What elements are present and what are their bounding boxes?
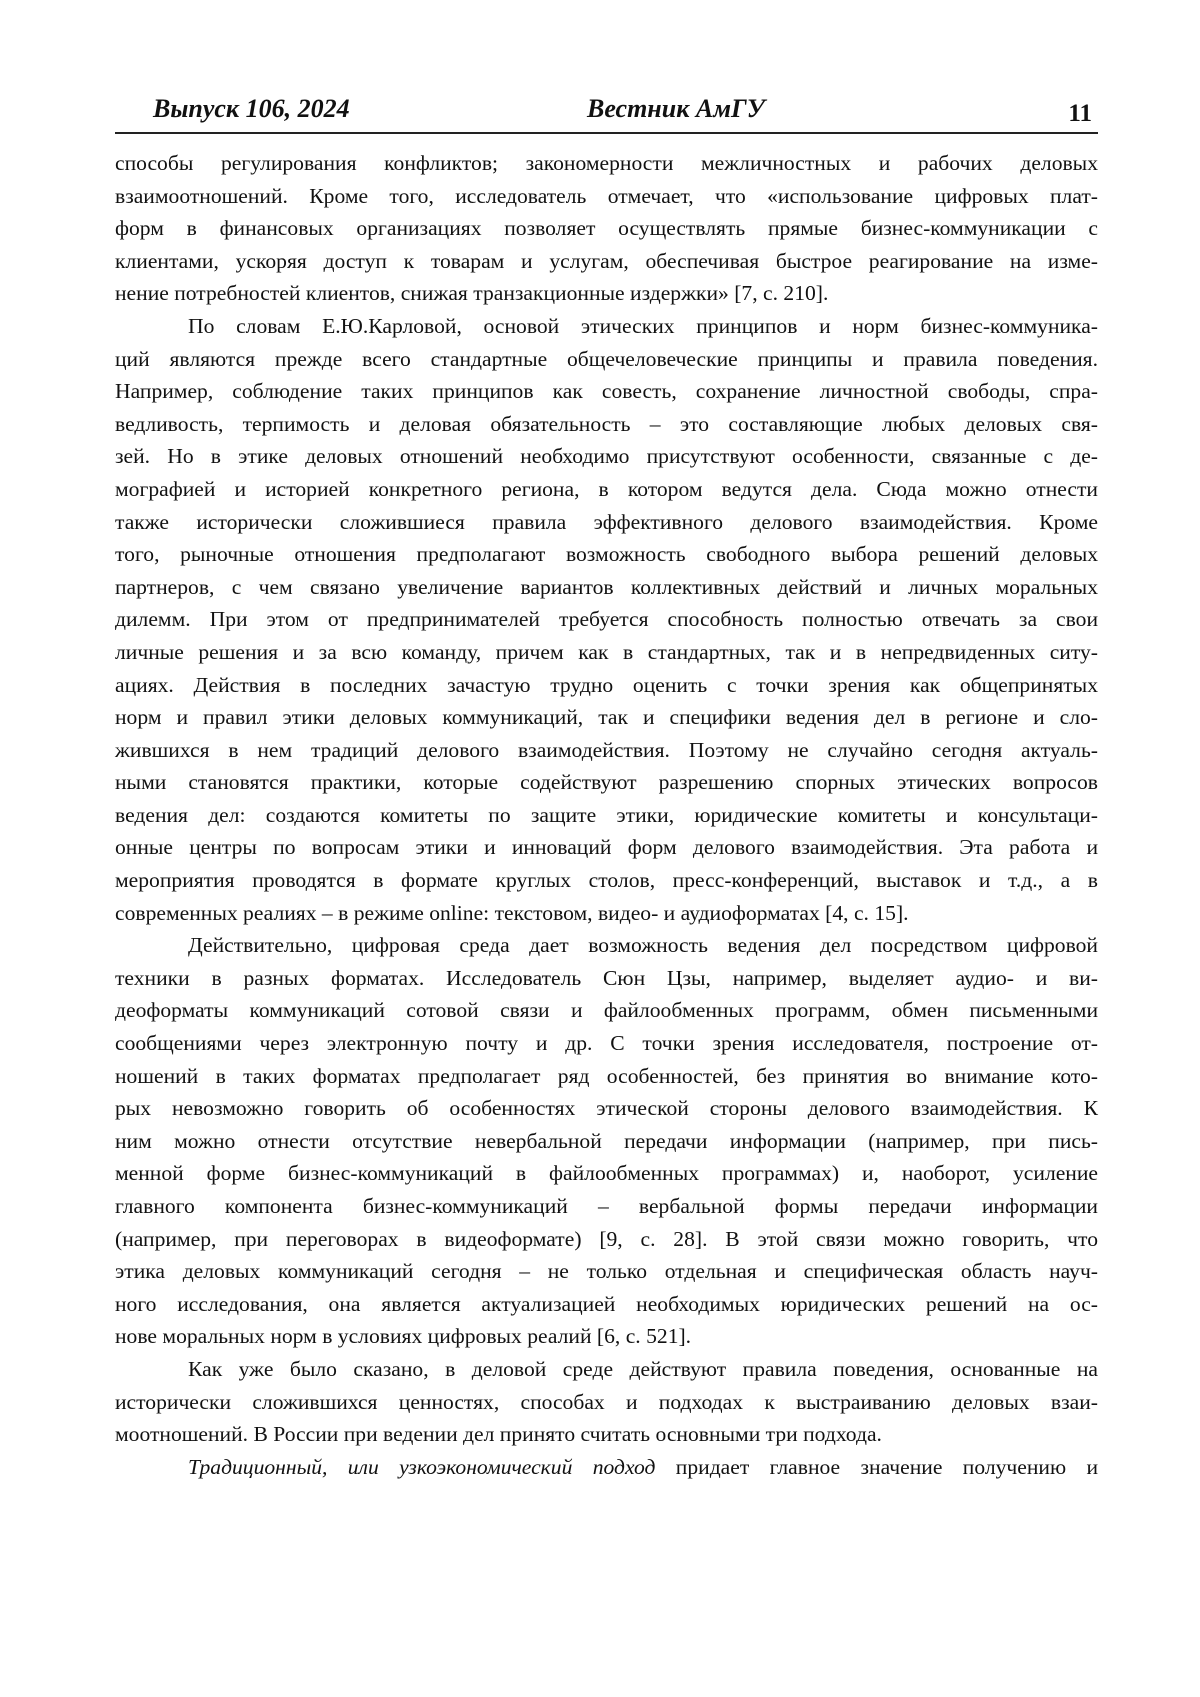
text-line: партнеров, с чем связано увеличение вариантов коллективных действий и личных моральных: [115, 574, 1098, 599]
text-fragment: придает главное значение получению и: [655, 1454, 1098, 1479]
text-line: ациях. Действия в последних зачастую трудно оценить с точки зрения как общепринятых: [115, 672, 1098, 697]
text-line: зей. Но в этике деловых отношений необходимо присутствуют особенности, связанные с де-: [115, 444, 1098, 469]
text-line: ными становятся практики, которые содействуют разрешению спорных этических вопросов: [115, 770, 1098, 795]
text-line: современных реалиях – в режиме online: текстовом, видео- и аудиоформатах [4, с. 15].: [115, 900, 909, 925]
text-line: ведения дел: создаются комитеты по защите этики, юридические комитеты и консультаци-: [115, 802, 1098, 827]
text-line: форм в финансовых организациях позволяет осуществлять прямые бизнес-коммуникации с: [115, 216, 1098, 241]
text-line: нение потребностей клиентов, снижая транзакционные издержки» [7, с. 210].: [115, 281, 829, 306]
article-body: [115, 147, 1098, 1483]
issue-label: Выпуск 106, 2024: [153, 94, 350, 123]
page-number: 11: [1068, 100, 1092, 127]
text-line: ним можно отнести отсутствие невербальной передачи информации (например, при пись-: [115, 1128, 1098, 1153]
text-line: По словам Е.Ю.Карловой, основой этических принципов и норм бизнес-коммуника-: [188, 313, 1098, 338]
text-line: взаимоотношений. Кроме того, исследователь отмечает, что «использование цифровых плат-: [115, 183, 1098, 208]
text-line: способы регулирования конфликтов; закономерности межличностных и рабочих деловых: [115, 151, 1098, 175]
text-line: ношений в таких форматах предполагает ряд особенностей, без принятия во внимание кото-: [115, 1063, 1098, 1088]
text-line: рых невозможно говорить об особенностях этической стороны делового взаимодействия. К: [115, 1096, 1098, 1121]
text-line: также исторически сложившиеся правила эффективного делового взаимодействия. Кроме: [115, 509, 1098, 534]
text-line: жившихся в нем традиций делового взаимодействия. Поэтому не случайно сегодня актуаль-: [115, 737, 1098, 762]
text-line: нове моральных норм в условиях цифровых реалий [6, с. 521].: [115, 1324, 692, 1349]
text-line-last: [115, 1451, 1098, 1484]
text-line: (например, при переговорах в видеоформате) [9, с. 28]. В этой связи можно говорить, что: [115, 1226, 1098, 1251]
text-line: ций являются прежде всего стандартные общечеловеческие принципы и правила поведения.: [115, 346, 1098, 371]
text-line: моотношений. В России при ведении дел принято считать основными три подхода.: [115, 1422, 882, 1447]
italic-term: Традиционный, или узкоэкономический подход: [188, 1454, 656, 1479]
text-line: клиентами, ускоряя доступ к товарам и услугам, обеспечивая быстрое реагирование на изме-: [115, 248, 1098, 273]
text-line: ного исследования, она является актуализацией необходимых юридических решений на ос-: [115, 1291, 1098, 1316]
text-line: норм и правил этики деловых коммуникаций, так и специфики ведения дел в регионе и сло-: [115, 705, 1098, 730]
text-line: мероприятия проводятся в формате круглых столов, пресс-конференций, выставок и т.д., а в: [115, 868, 1098, 893]
text-line: Как уже было сказано, в деловой среде действуют правила поведения, основанные на: [188, 1356, 1098, 1381]
journal-title: Вестник АмГУ: [587, 94, 765, 123]
text-line: того, рыночные отношения предполагают возможность свободного выбора решений деловых: [115, 542, 1098, 567]
text-line: исторически сложившихся ценностях, способах и подходах к выстраиванию деловых взаи-: [115, 1389, 1098, 1414]
text-line: личные решения и за всю команду, причем как в стандартных, так и в непредвиденных ситу-: [115, 639, 1098, 664]
text-line: Например, соблюдение таких принципов как совесть, сохранение личностной свободы, спра-: [115, 379, 1098, 404]
text-line: мографией и историей конкретного региона, в котором ведутся дела. Сюда можно отнести: [115, 476, 1098, 501]
text-line: дилемм. При этом от предпринимателей требуется способность полностью отвечать за свои: [115, 607, 1098, 632]
running-header: [115, 88, 1098, 134]
text-line: онные центры по вопросам этики и инноваций форм делового взаимодействия. Эта работа и: [115, 835, 1098, 860]
text-line: этика деловых коммуникаций сегодня – не только отдельная и специфическая область науч-: [115, 1259, 1098, 1284]
text-line: ведливость, терпимость и деловая обязательность – это составляющие любых деловых свя-: [115, 411, 1098, 436]
text-line: менной форме бизнес-коммуникаций в файлообменных программах) и, наоборот, усиление: [115, 1161, 1098, 1186]
text-line: главного компонента бизнес-коммуникаций – вербальной формы передачи информации: [115, 1194, 1098, 1218]
text-line: сообщениями через электронную почту и др. С точки зрения исследователя, построение от-: [115, 1031, 1098, 1056]
text-line: техники в разных форматах. Исследователь Сюн Цзы, например, выделяет аудио- и ви-: [115, 965, 1098, 990]
text-line: Действительно, цифровая среда дает возможность ведения дел посредством цифровой: [188, 933, 1098, 958]
text-line: деоформаты коммуникаций сотовой связи и файлообменных программ, обмен письменными: [115, 998, 1098, 1023]
